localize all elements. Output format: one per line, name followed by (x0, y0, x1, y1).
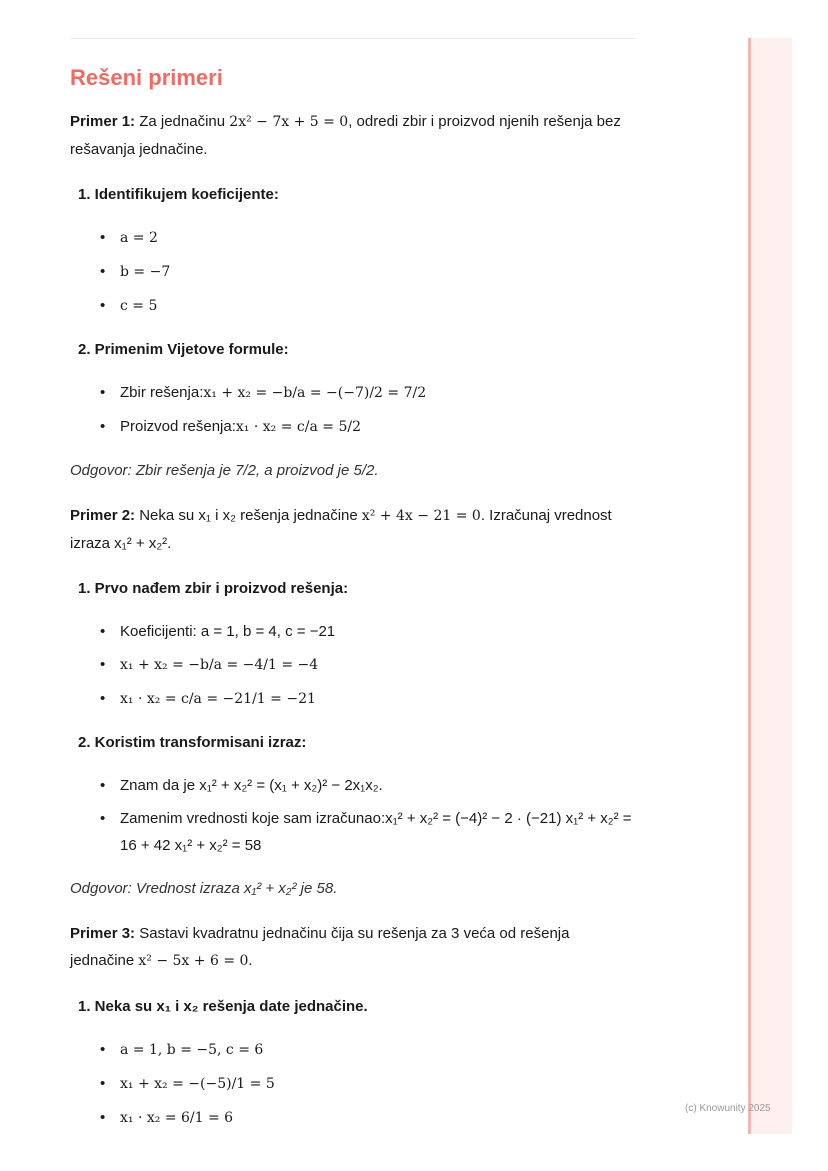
primer-1-step-2: 2. Primenim Vijetove formule: (78, 341, 289, 358)
document-content (70, 62, 635, 1148)
list-item: • b = −7 (100, 258, 635, 286)
primer-2-label: Primer 2: (70, 507, 136, 524)
top-divider (70, 38, 635, 39)
primer-1-equation: 2x² − 7x + 5 = 0 (229, 114, 349, 130)
list-item: • x₁ + x₂ = −b/a = −4/1 = −4 (100, 651, 635, 679)
primer-1-statement (70, 108, 635, 163)
primer-2-statement (70, 502, 635, 557)
primer-3-step-1: 1. Neka su x₁ i x₂ rešenja date jednačine. (78, 998, 368, 1015)
primer-3-statement (70, 920, 635, 975)
list-item: • Koeficijenti: a = 1, b = 4, c = −21 (100, 618, 635, 645)
list-item: • Zbir rešenja:x₁ + x₂ = −b/a = −(−7)/2 = 7/2 (100, 379, 635, 407)
primer-1-answer: Odgovor: Zbir rešenja je 7/2, a proizvod je 5/2. (70, 462, 379, 479)
primer-2-list-2 (70, 772, 635, 859)
footer-copyright: (c) Knowunity 2025 (685, 1103, 771, 1114)
section-title: Rešeni primeri (70, 65, 223, 90)
list-item: • Zamenim vrednosti koje sam izračunao:x₁² + x₂² = (−4)² − 2 · (−21) x₁² + x₂² = 16 + 42 x₁² + x₂² = 58 (100, 805, 635, 859)
primer-1-vieta-list (70, 379, 635, 441)
list-item: • x₁ · x₂ = c/a = −21/1 = −21 (100, 685, 635, 713)
primer-3-equation: x² − 5x + 6 = 0 (138, 953, 249, 969)
primer-3-list-1 (70, 1036, 635, 1132)
primer-3-text-after: . (248, 952, 253, 969)
margin-band (748, 38, 792, 1134)
primer-1-coefficients (70, 224, 635, 320)
list-item: • a = 1, b = −5, c = 6 (100, 1036, 635, 1064)
list-item: • Proizvod rešenja:x₁ · x₂ = c/a = 5/2 (100, 413, 635, 441)
primer-2-list-1 (70, 618, 635, 713)
primer-2-equation: x² + 4x − 21 = 0 (361, 508, 481, 524)
list-item: • a = 2 (100, 224, 635, 252)
list-item: • x₁ + x₂ = −(−5)/1 = 5 (100, 1070, 635, 1098)
primer-1-label: Primer 1: (70, 113, 136, 130)
margin-line (748, 38, 751, 1134)
list-item: • Znam da je x₁² + x₂² = (x₁ + x₂)² − 2x₁x₂. (100, 772, 635, 799)
primer-2-text-after: . Izračunaj vrednost izraza x₁² + x₂². (70, 507, 612, 552)
primer-2-step-2: 2. Koristim transformisani izraz: (78, 734, 307, 751)
primer-1-step-1: 1. Identifikujem koeficijente: (78, 186, 279, 203)
list-item: • x₁ · x₂ = 6/1 = 6 (100, 1104, 635, 1132)
primer-2-text-before: Neka su x₁ i x₂ rešenja jednačine (135, 507, 362, 524)
primer-1-text-before: Za jednačinu (135, 113, 230, 130)
primer-3-label: Primer 3: (70, 925, 136, 942)
primer-3-text-before: Sastavi kvadratnu jednačinu čija su rešenja za 3 veća od rešenja jednačine (70, 925, 570, 969)
primer-2-step-1: 1. Prvo nađem zbir i proizvod rešenja: (78, 580, 349, 597)
list-item: • c = 5 (100, 292, 635, 320)
primer-1-text-after: , odredi zbir i proizvod njenih rešenja bez rešavanja jednačine. (70, 113, 621, 158)
primer-2-answer: Odgovor: Vrednost izraza x₁² + x₂² je 58. (70, 880, 338, 897)
